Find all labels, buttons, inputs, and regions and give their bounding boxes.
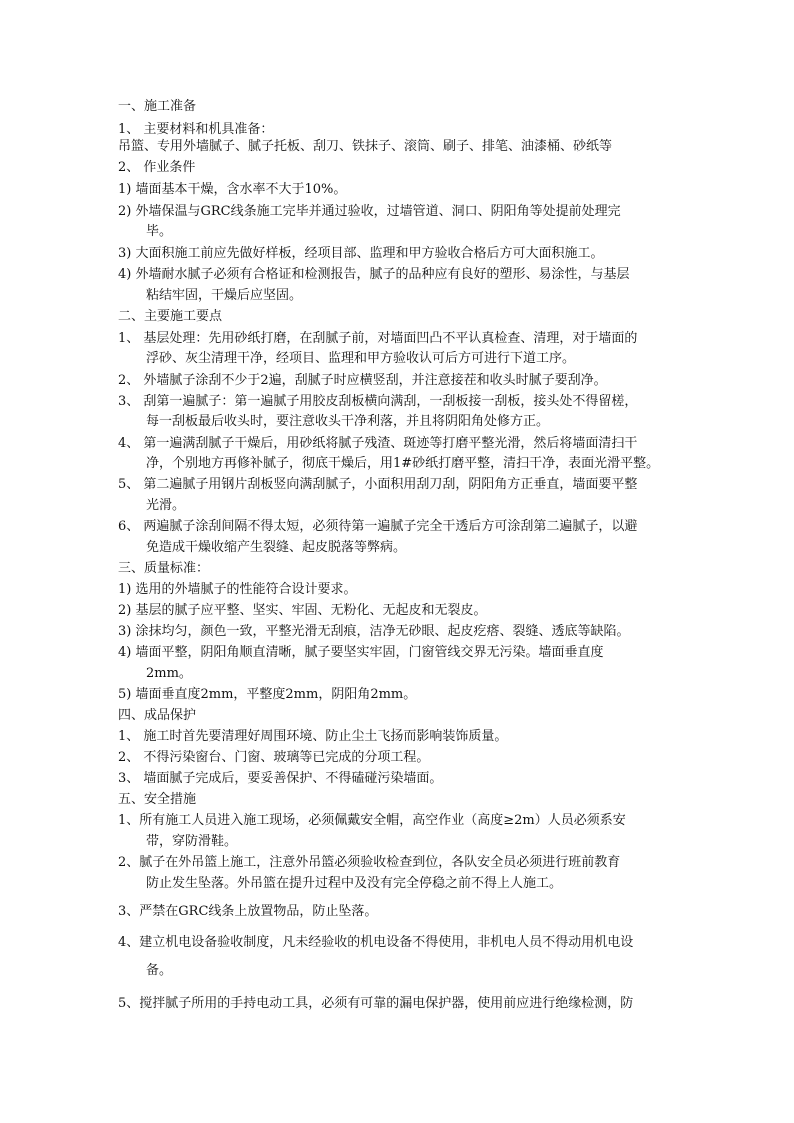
list-item-continuation: 浮砂、灰尘清理干净，经项目、监理和甲方验收认可后方可进行下道工序。 xyxy=(146,351,576,366)
list-item-continuation: 净，个别地方再修补腻子，彻底干燥后，用1#砂纸打磨平整，清扫干净，表面光滑平整。 xyxy=(146,456,660,471)
list-item: 1、 基层处理：先用砂纸打磨，在刮腻子前，对墙面凹凸不平认真检查、清理，对于墙面的 xyxy=(118,331,638,346)
list-item: 1) 选用的外墙腻子的性能符合设计要求。 xyxy=(118,582,357,597)
section-heading-quality: 三、质量标准： xyxy=(118,561,210,576)
list-item: 3、严禁在GRC线条上放置物品，防止坠落。 xyxy=(118,904,378,919)
list-item-continuation: 带，穿防滑鞋。 xyxy=(146,834,238,849)
list-item: 1、所有施工人员进入施工现场，必须佩戴安全帽，高空作业（高度≥2m）人员必须系安 xyxy=(118,813,626,828)
list-item: 4) 墙面平整，阴阳角顺直清晰，腻子要坚实牢固，门窗管线交界无污染。墙面垂直度 xyxy=(118,645,604,660)
list-item: 5) 墙面垂直度2mm，平整度2mm，阴阳角2mm。 xyxy=(118,687,417,702)
list-item: 3、 墙面腻子完成后，要妥善保护、不得磕碰污染墙面。 xyxy=(118,771,443,786)
list-item-continuation: 免造成干燥收缩产生裂缝、起皮脱落等弊病。 xyxy=(146,540,407,555)
list-item: 1) 墙面基本干燥，含水率不大于10%。 xyxy=(118,182,347,197)
list-item: 吊篮、专用外墙腻子、腻子托板、刮刀、铁抹子、滚筒、刷子、排笔、油漆桶、砂纸等 xyxy=(118,139,613,154)
list-item-continuation: 每一刮板最后收头时，要注意收头干净利落，并且将阴阳角处修方正。 xyxy=(146,414,550,429)
list-item: 1、 主要材料和机具准备： xyxy=(118,122,274,137)
list-item: 1、 施工时首先要清理好周围环境、防止尘土飞扬而影响装饰质量。 xyxy=(118,729,508,744)
list-item: 5、 第二遍腻子用钢片刮板竖向满刮腻子，小面积用刮刀刮，阴阳角方正垂直，墙面要平整 xyxy=(118,477,638,492)
list-item-continuation: 光滑。 xyxy=(146,498,186,513)
section-heading-preparation: 一、施工准备 xyxy=(118,99,197,114)
list-item-continuation: 备。 xyxy=(146,963,173,978)
list-item-continuation: 防止发生坠落。外吊篮在提升过程中及没有完全停稳之前不得上人施工。 xyxy=(146,876,563,891)
section-heading-protection: 四、成品保护 xyxy=(118,708,197,723)
list-item: 4) 外墙耐水腻子必须有合格证和检测报告，腻子的品种应有良好的塑形、易涂性，与基层 xyxy=(118,267,630,282)
list-item: 2、 作业条件 xyxy=(118,160,196,175)
list-item-continuation: 粘结牢固，干燥后应坚固。 xyxy=(146,288,303,303)
list-item: 5、搅拌腻子所用的手持电动工具，必须有可靠的漏电保护器，使用前应进行绝缘检测，防 xyxy=(118,996,634,1011)
list-item: 3) 大面积施工前应先做好样板，经项目部、监理和甲方验收合格后方可大面积施工。 xyxy=(118,246,604,261)
list-item: 2、 不得污染窗台、门窗、玻璃等已完成的分项工程。 xyxy=(118,750,430,765)
list-item: 2、 外墙腻子涂刮不少于2遍，刮腻子时应横竖刮，并注意接茬和收头时腻子要刮净。 xyxy=(118,373,607,388)
list-item: 3) 涂抹均匀，颜色一致，平整光滑无刮痕，洁净无砂眼、起皮疙瘩、裂缝、透底等缺陷。 xyxy=(118,624,630,639)
list-item: 3、 刮第一遍腻子：第一遍腻子用胶皮刮板横向满刮，一刮板接一刮板，接头处不得留槎， xyxy=(118,394,638,409)
list-item: 4、 第一遍满刮腻子干燥后，用砂纸将腻子残渣、斑迹等打磨平整光滑，然后将墙面清扫干 xyxy=(118,436,638,451)
section-heading-safety: 五、安全措施 xyxy=(118,792,197,807)
list-item: 2) 基层的腻子应平整、坚实、牢固、无粉化、无起皮和无裂皮。 xyxy=(118,603,487,618)
list-item: 6、 两遍腻子涂刮间隔不得太短，必须待第一遍腻子完全干透后方可涂刮第二遍腻子，以避 xyxy=(118,519,638,534)
list-item: 4、建立机电设备验收制度，凡未经验收的机电设备不得使用，非机电人员不得动用机电设 xyxy=(118,935,634,950)
section-heading-key-points: 二、主要施工要点 xyxy=(118,309,223,324)
list-item: 2、腻子在外吊篮上施工，注意外吊篮必须验收检查到位，各队安全员必须进行班前教育 xyxy=(118,855,621,870)
list-item-continuation: 毕。 xyxy=(146,224,173,239)
list-item: 2) 外墙保温与GRC线条施工完毕并通过验收，过墙管道、洞口、阴阳角等处提前处理完 xyxy=(118,204,621,219)
list-item-continuation: 2mm。 xyxy=(146,666,192,681)
